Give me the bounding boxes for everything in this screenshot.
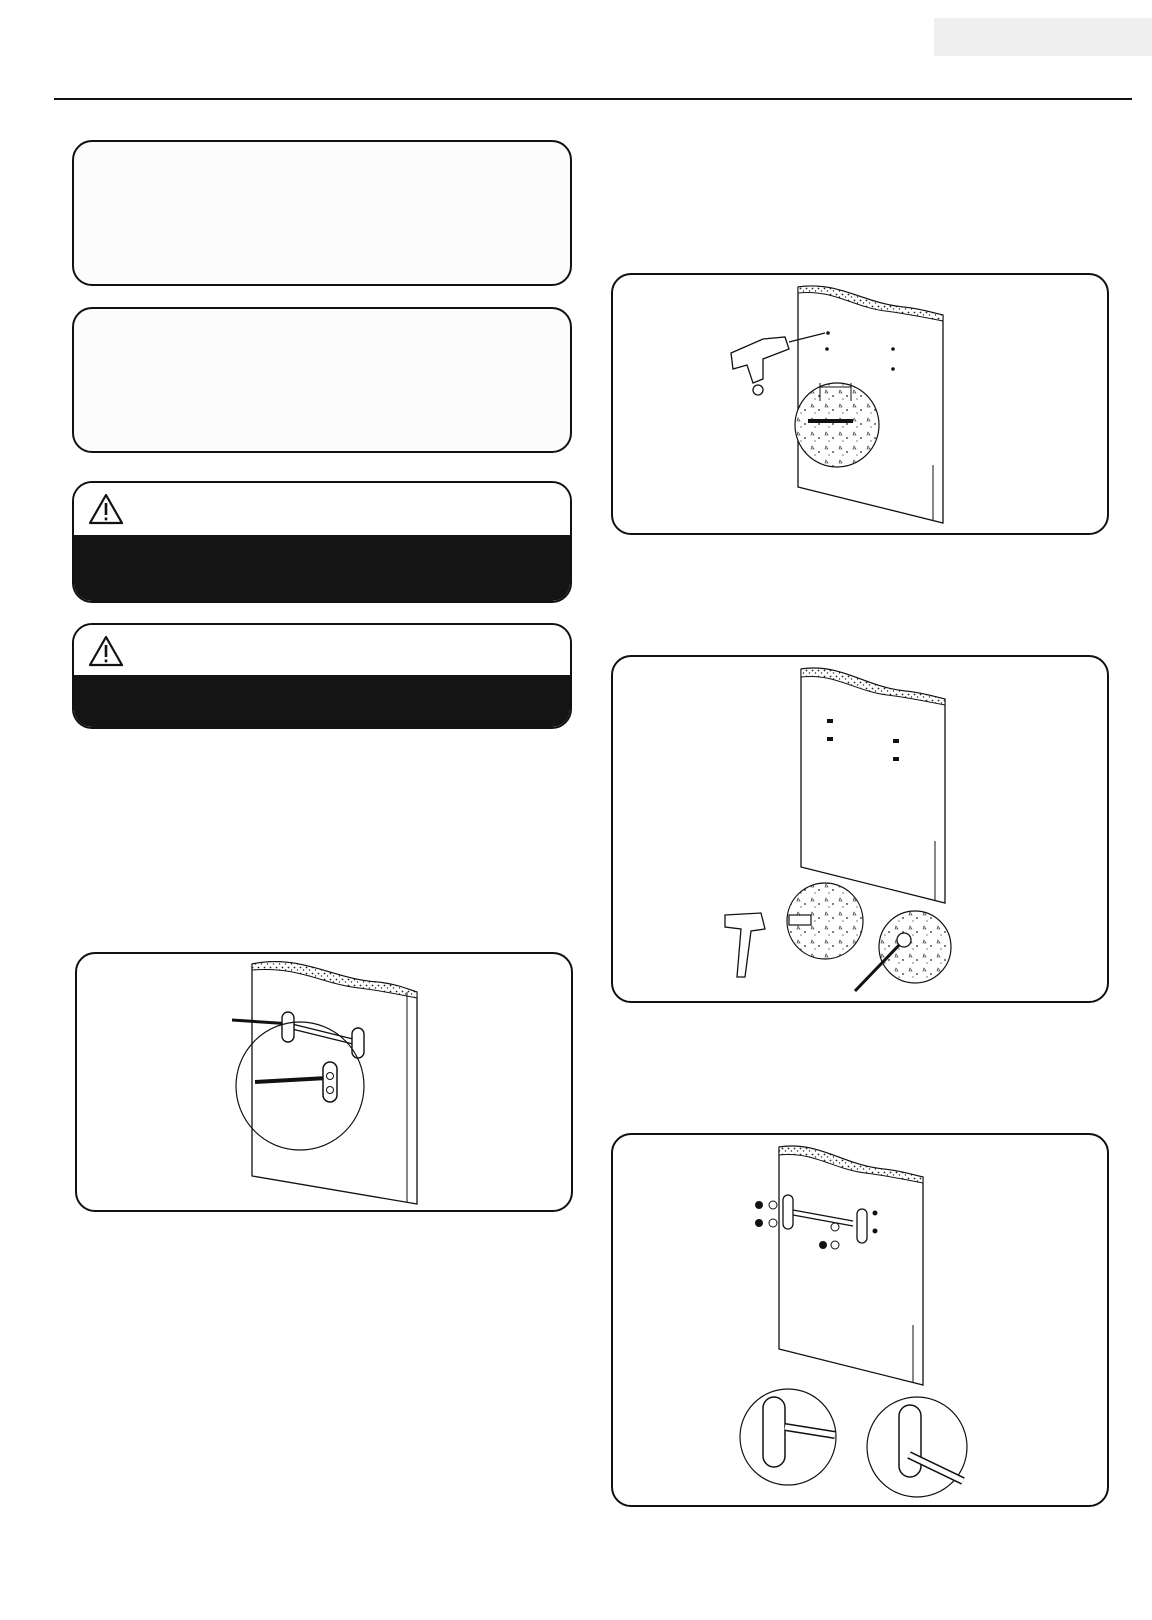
warning-header-2	[74, 625, 570, 675]
drill-wall-illustration	[613, 275, 1109, 535]
figure-drill-holes	[611, 273, 1109, 535]
header-tab	[934, 18, 1152, 56]
warning-body-1	[74, 535, 570, 601]
note-box-1	[72, 140, 572, 286]
warning-box-1	[72, 481, 572, 603]
warning-body-2	[74, 675, 570, 727]
warning-header-1	[74, 483, 570, 535]
warning-box-2	[72, 623, 572, 729]
note-box-2	[72, 307, 572, 453]
wall-rail-bracket-illustration	[77, 954, 573, 1212]
hammer-anchor-illustration	[613, 657, 1109, 1003]
figure-anchor-insert	[611, 655, 1109, 1003]
warning-triangle-icon	[88, 635, 124, 667]
figure-bracket-mount	[611, 1133, 1109, 1507]
warning-triangle-icon	[88, 493, 124, 525]
bracket-nut-illustration	[613, 1135, 1109, 1507]
figure-rail-attach	[75, 952, 573, 1212]
header-rule	[54, 98, 1132, 100]
